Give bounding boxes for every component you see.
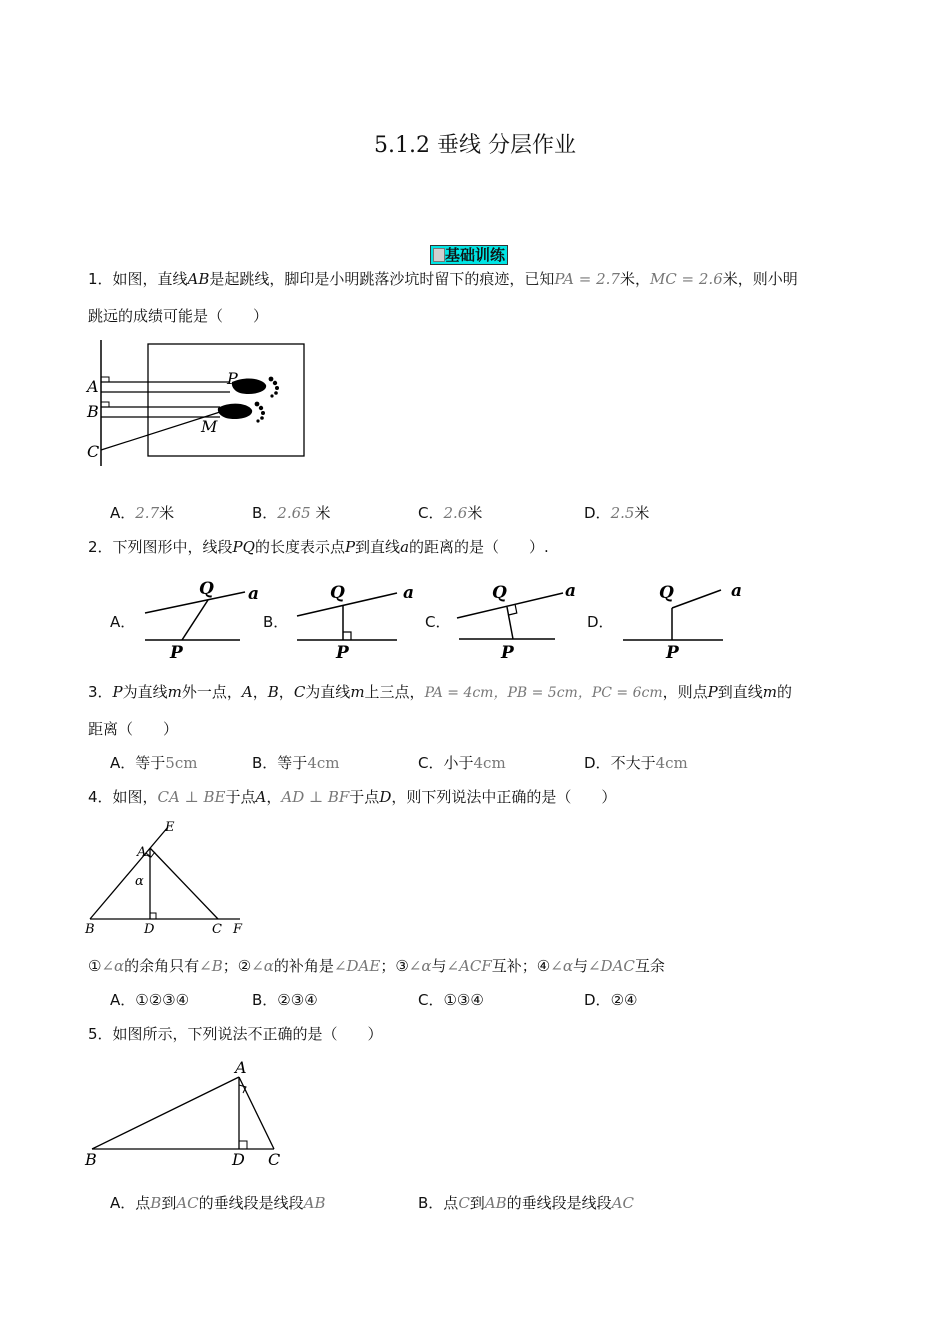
q4-text: 4．如图，CA ⊥ BE于点A，AD ⊥ BF于点D，则下列说法中正确的是（ ）: [88, 788, 617, 806]
label-M: M: [201, 417, 218, 436]
q4-option-b[interactable]: B．②③④: [252, 991, 318, 1009]
svg-text:F: F: [233, 922, 243, 937]
q4-statements: ①∠α的余角只有∠B；②∠α的补角是∠DAE；③∠α与∠ACF互补；④∠α与∠DAC互余: [88, 957, 665, 975]
svg-text:P: P: [501, 643, 514, 663]
label-C: C: [87, 442, 100, 461]
q5-figure: [80, 1055, 290, 1175]
q3-option-b[interactable]: B．等于4cm: [252, 754, 340, 772]
page-title: 5.1.2 垂线 分层作业: [374, 133, 576, 158]
q1-line1: 1．如图，直线AB是起跳线，脚印是小明跳落沙坑时留下的痕迹，已知PA = 2.7米，MC = 2.6米，则小明: [88, 270, 798, 288]
svg-text:E: E: [165, 820, 175, 835]
svg-text:D: D: [232, 1150, 245, 1169]
q2-figure-b: [293, 573, 423, 663]
q2-figure-d: [617, 573, 747, 663]
q4-option-a[interactable]: A．①②③④: [110, 991, 190, 1009]
q1-option-d[interactable]: D．2.5米: [584, 504, 650, 522]
svg-text:a: a: [731, 581, 743, 601]
svg-text:Q: Q: [330, 583, 345, 603]
q3-option-d[interactable]: D．不大于4cm: [584, 754, 688, 772]
svg-text:P: P: [336, 643, 349, 663]
q4-option-c[interactable]: C．①③④: [418, 991, 484, 1009]
label-P: P: [227, 369, 238, 388]
label-A: A: [87, 377, 99, 396]
q1-option-b[interactable]: B．2.65 米: [252, 504, 331, 522]
svg-text:a: a: [565, 581, 577, 601]
q2-option-c[interactable]: C．: [425, 613, 451, 631]
svg-text:P: P: [666, 643, 679, 663]
label-B: B: [87, 402, 99, 421]
q3-option-c[interactable]: C．小于4cm: [418, 754, 506, 772]
svg-text:Q: Q: [199, 579, 214, 599]
q3-line1: 3．P为直线m外一点，A，B，C为直线m上三点，PA = 4cm，PB = 5cm，PC = 6cm，则点P到直线m的: [88, 683, 792, 701]
q2-option-d[interactable]: D．: [587, 613, 614, 631]
q5-option-b[interactable]: B．点C到AB的垂线段是线段AC: [418, 1194, 634, 1212]
svg-text:α: α: [135, 874, 144, 889]
svg-text:Q: Q: [659, 583, 674, 603]
q2-text: 2．下列图形中，线段PQ的长度表示点P到直线a的距离的是（ ）.: [88, 538, 549, 556]
q4-figure: [80, 815, 255, 940]
svg-text:C: C: [268, 1150, 281, 1169]
q2-figure-c: [455, 573, 585, 663]
svg-text:Q: Q: [492, 583, 507, 603]
q1-option-a[interactable]: A．2.7米: [110, 504, 175, 522]
q1-line2: 跳远的成绩可能是（ ）: [88, 307, 269, 325]
svg-text:B: B: [85, 922, 95, 937]
svg-text:P: P: [170, 643, 183, 663]
svg-text:A: A: [137, 845, 147, 860]
q1-figure: [80, 338, 320, 468]
q3-line2: 距离（ ）: [88, 720, 179, 738]
svg-text:D: D: [144, 922, 155, 937]
q5-text: 5．如图所示，下列说法不正确的是（ ）: [88, 1025, 383, 1043]
q2-option-b[interactable]: B．: [263, 613, 289, 631]
q3-option-a[interactable]: A．等于5cm: [110, 754, 198, 772]
section-label: 基础训练: [430, 245, 508, 265]
svg-text:B: B: [85, 1150, 97, 1169]
svg-text:C: C: [212, 922, 222, 937]
q5-option-a[interactable]: A．点B到AC的垂线段是线段AB: [110, 1194, 326, 1212]
q4-option-d[interactable]: D．②④: [584, 991, 638, 1009]
q2-option-a[interactable]: A．: [110, 613, 136, 631]
q1-option-c[interactable]: C．2.6米: [418, 504, 483, 522]
svg-text:A: A: [235, 1058, 247, 1077]
svg-text:a: a: [403, 583, 415, 603]
q2-figure-a: [140, 573, 270, 663]
svg-text:a: a: [248, 584, 260, 604]
